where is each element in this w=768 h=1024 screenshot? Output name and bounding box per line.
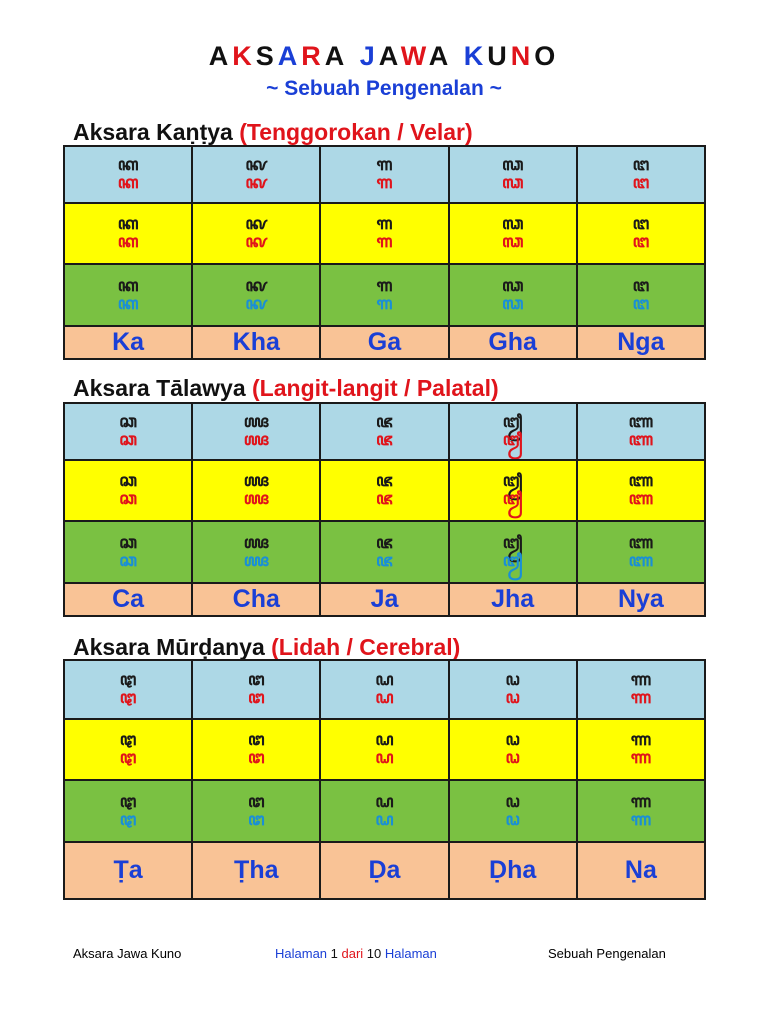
glyph-cell (64, 264, 192, 326)
glyph-cell (64, 203, 192, 264)
glyph-base: ꦝ (375, 791, 394, 812)
glyph-pasangan: ꦜ (247, 748, 265, 768)
glyph-pasangan: ꦝ (375, 688, 394, 708)
glyph-cell (64, 146, 192, 203)
glyph-cell (192, 403, 320, 460)
glyph-base: ꦑ (245, 214, 268, 234)
title-letter: A (277, 41, 302, 71)
glyph-pasangan: ꦚ (628, 489, 654, 509)
glyph-pasangan: ꦛ (119, 809, 137, 830)
syllable-label: Ṭha (192, 842, 320, 899)
glyph-pasangan: ꦙ (502, 489, 523, 509)
glyph-base: ꦝ (375, 670, 394, 690)
title-letter: R (301, 41, 325, 71)
aksara-glyph (65, 157, 191, 192)
title-letter: K (232, 41, 256, 71)
syllable-label: Nga (577, 326, 705, 359)
label-row (64, 326, 705, 359)
glyph-cell (449, 264, 577, 326)
glyph-row (64, 264, 705, 326)
aksara-glyph (193, 473, 319, 508)
glyph-cell (192, 521, 320, 583)
glyph-pasangan: ꦟ (630, 688, 652, 708)
glyph-base: ꦜ (247, 670, 265, 690)
aksara-glyph (321, 791, 447, 830)
glyph-pasangan: ꦜ (247, 688, 265, 708)
glyph-pasangan: ꦜ (247, 809, 265, 830)
glyph-cell (320, 264, 448, 326)
syllable-label: Gha (449, 326, 577, 359)
aksara-glyph (450, 414, 576, 449)
label-row (64, 842, 705, 899)
glyph-pasangan: ꦞ (505, 809, 520, 830)
section-title: Aksara Mūrḍanya (73, 634, 272, 660)
glyph-base: ꦒ (376, 214, 393, 234)
glyph-pasangan: ꦔ (632, 293, 650, 314)
footer-part: dari (341, 946, 367, 961)
glyph-base: ꦖ (243, 532, 269, 553)
glyph-pasangan: ꦕ (119, 430, 137, 450)
glyph-cell (192, 719, 320, 780)
title-letter: W (400, 41, 429, 71)
glyph-pasangan: ꦓ (501, 293, 524, 314)
glyph-cell (320, 719, 448, 780)
glyph-base: ꦗ (376, 471, 393, 491)
glyph-pasangan: ꦔ (632, 232, 650, 252)
title-letter (452, 41, 464, 71)
footer-page-number (275, 946, 437, 962)
glyph-cell (449, 719, 577, 780)
aksara-glyph (65, 414, 191, 449)
glyph-pasangan: ꦓ (501, 173, 524, 193)
table-murdanya (63, 659, 706, 900)
glyph-base: ꦟ (630, 670, 652, 690)
aksara-glyph (321, 216, 447, 251)
glyph-pasangan: ꦔ (632, 173, 650, 193)
syllable-label: Ja (320, 583, 448, 616)
glyph-base: ꦑ (245, 155, 268, 175)
glyph-base: ꦞ (505, 670, 520, 690)
aksara-glyph (578, 732, 704, 767)
glyph-cell (192, 146, 320, 203)
syllable-label: Ṇa (577, 842, 705, 899)
aksara-glyph (321, 732, 447, 767)
glyph-pasangan: ꦖ (243, 550, 269, 571)
aksara-glyph (578, 473, 704, 508)
glyph-cell (577, 660, 705, 719)
aksara-glyph (321, 672, 447, 707)
glyph-base: ꦗ (376, 532, 393, 553)
aksara-glyph (578, 791, 704, 830)
glyph-base: ꦔ (632, 155, 650, 175)
glyph-cell (449, 521, 577, 583)
aksara-glyph (193, 532, 319, 571)
glyph-base: ꦑ (245, 275, 268, 296)
glyph-base: ꦜ (247, 791, 265, 812)
glyph-row (64, 146, 705, 203)
aksara-glyph (321, 157, 447, 192)
glyph-row (64, 660, 705, 719)
title-letter: O (534, 41, 560, 71)
glyph-pasangan: ꦗ (376, 430, 393, 450)
glyph-base: ꦒ (376, 155, 393, 175)
syllable-label: Ṭa (64, 842, 192, 899)
glyph-pasangan: ꦟ (630, 809, 652, 830)
glyph-pasangan: ꦒ (376, 173, 393, 193)
glyph-row (64, 521, 705, 583)
section-subtitle: (Tenggorokan / Velar) (239, 119, 473, 145)
glyph-pasangan: ꦑ (245, 173, 268, 193)
table-talawya (63, 402, 706, 617)
aksara-glyph (193, 157, 319, 192)
glyph-cell (577, 521, 705, 583)
glyph-base: ꦗ (376, 412, 393, 432)
glyph-pasangan: ꦑ (245, 232, 268, 252)
aksara-glyph (193, 791, 319, 830)
glyph-row (64, 203, 705, 264)
glyph-cell (320, 660, 448, 719)
section-heading-talawya (73, 374, 499, 402)
aksara-glyph (450, 473, 576, 508)
glyph-base: ꦞ (505, 730, 520, 750)
glyph-cell (192, 264, 320, 326)
title-letter: J (359, 41, 379, 71)
aksara-glyph (193, 275, 319, 314)
glyph-pasangan: ꦟ (630, 748, 652, 768)
glyph-pasangan: ꦞ (505, 748, 520, 768)
glyph-base: ꦖ (243, 471, 269, 491)
footer-right: Sebuah Pengenalan (548, 946, 666, 961)
footer-part: Halaman (275, 946, 331, 961)
glyph-cell (64, 521, 192, 583)
glyph-cell (449, 780, 577, 842)
glyph-base: ꦛ (119, 670, 137, 690)
aksara-glyph (321, 275, 447, 314)
glyph-base: ꦟ (630, 730, 652, 750)
glyph-base: ꦕ (119, 471, 137, 491)
glyph-cell (192, 660, 320, 719)
footer-left: Aksara Jawa Kuno (73, 946, 182, 961)
glyph-base: ꦏ (117, 155, 139, 175)
glyph-pasangan: ꦑ (245, 293, 268, 314)
aksara-glyph (578, 414, 704, 449)
glyph-pasangan: ꦒ (376, 232, 393, 252)
title-letter: S (255, 41, 278, 71)
aksara-glyph (450, 216, 576, 251)
glyph-cell (577, 719, 705, 780)
glyph-row (64, 719, 705, 780)
title-letter: A (378, 41, 401, 71)
aksara-glyph (193, 414, 319, 449)
glyph-row (64, 403, 705, 460)
glyph-pasangan: ꦛ (119, 748, 137, 768)
aksara-glyph (65, 791, 191, 830)
glyph-cell (320, 780, 448, 842)
glyph-base: ꦓ (501, 155, 524, 175)
glyph-base: ꦙ (502, 532, 523, 553)
glyph-cell (320, 460, 448, 521)
glyph-pasangan: ꦓ (501, 232, 524, 252)
glyph-cell (577, 203, 705, 264)
glyph-cell (320, 403, 448, 460)
glyph-pasangan: ꦞ (505, 688, 520, 708)
glyph-cell (577, 264, 705, 326)
glyph-base: ꦔ (632, 214, 650, 234)
aksara-glyph (578, 216, 704, 251)
glyph-row (64, 780, 705, 842)
section-subtitle: (Langit-langit / Palatal) (252, 375, 499, 401)
glyph-cell (320, 203, 448, 264)
glyph-base: ꦔ (632, 275, 650, 296)
footer-part: 10 (366, 946, 385, 961)
glyph-base: ꦒ (376, 275, 393, 296)
glyph-pasangan: ꦚ (628, 550, 654, 571)
glyph-cell (449, 146, 577, 203)
aksara-glyph (65, 275, 191, 314)
aksara-glyph (450, 532, 576, 571)
aksara-glyph (578, 532, 704, 571)
glyph-cell (192, 203, 320, 264)
glyph-base: ꦜ (247, 730, 265, 750)
section-heading-murdanya (73, 633, 460, 661)
aksara-glyph (321, 473, 447, 508)
glyph-cell (192, 460, 320, 521)
aksara-glyph (65, 216, 191, 251)
page-title (0, 40, 768, 72)
glyph-pasangan: ꦙ (502, 430, 523, 450)
title-letter: A (324, 41, 349, 71)
glyph-base: ꦏ (117, 214, 139, 234)
glyph-pasangan: ꦖ (243, 430, 269, 450)
glyph-base: ꦕ (119, 532, 137, 553)
syllable-label: Jha (449, 583, 577, 616)
glyph-cell (320, 521, 448, 583)
title-letter: A (208, 41, 233, 71)
syllable-label: Ga (320, 326, 448, 359)
aksara-glyph (65, 532, 191, 571)
footer-part: 1 (330, 946, 342, 961)
syllable-label: Cha (192, 583, 320, 616)
label-row (64, 583, 705, 616)
title-letter (348, 41, 360, 71)
glyph-base: ꦕ (119, 412, 137, 432)
glyph-cell (192, 780, 320, 842)
aksara-glyph (65, 732, 191, 767)
glyph-pasangan: ꦕ (119, 550, 137, 571)
glyph-base: ꦚ (628, 532, 654, 553)
aksara-glyph (321, 414, 447, 449)
aksara-glyph (193, 672, 319, 707)
syllable-label: Nya (577, 583, 705, 616)
section-title: Aksara Kaṇṭya (73, 119, 240, 145)
glyph-cell (64, 780, 192, 842)
glyph-base: ꦙ (502, 471, 523, 491)
glyph-cell (577, 460, 705, 521)
title-letter: U (487, 41, 511, 71)
section-subtitle: (Lidah / Cerebral) (271, 634, 461, 660)
glyph-pasangan: ꦏ (117, 173, 139, 193)
glyph-pasangan: ꦖ (243, 489, 269, 509)
glyph-base: ꦛ (119, 730, 137, 750)
glyph-cell (577, 146, 705, 203)
footer-part: Halaman (384, 946, 437, 961)
aksara-glyph (321, 532, 447, 571)
glyph-row (64, 460, 705, 521)
aksara-glyph (450, 157, 576, 192)
glyph-pasangan: ꦝ (375, 748, 394, 768)
glyph-pasangan: ꦚ (628, 430, 654, 450)
section-title: Aksara Tālawya (73, 375, 253, 401)
page-subtitle: ~ Sebuah Pengenalan ~ (266, 77, 502, 100)
glyph-pasangan: ꦏ (117, 293, 139, 314)
glyph-pasangan: ꦏ (117, 232, 139, 252)
glyph-base: ꦖ (243, 412, 269, 432)
title-letter: N (510, 41, 535, 71)
glyph-pasangan: ꦙ (502, 550, 523, 571)
aksara-glyph (65, 473, 191, 508)
aksara-glyph (193, 216, 319, 251)
glyph-cell (449, 203, 577, 264)
glyph-pasangan: ꦒ (376, 293, 393, 314)
aksara-glyph (450, 672, 576, 707)
glyph-base: ꦙ (502, 412, 523, 432)
aksara-glyph (450, 791, 576, 830)
glyph-base: ꦛ (119, 791, 137, 812)
glyph-base: ꦞ (505, 791, 520, 812)
glyph-cell (449, 403, 577, 460)
aksara-glyph (578, 157, 704, 192)
section-heading-kantya (73, 118, 473, 146)
glyph-pasangan: ꦗ (376, 550, 393, 571)
aksara-glyph (65, 672, 191, 707)
syllable-label: Ca (64, 583, 192, 616)
glyph-pasangan: ꦝ (375, 809, 394, 830)
glyph-pasangan: ꦛ (119, 688, 137, 708)
glyph-base: ꦓ (501, 214, 524, 234)
aksara-glyph (450, 275, 576, 314)
glyph-cell (64, 403, 192, 460)
glyph-base: ꦏ (117, 275, 139, 296)
glyph-pasangan: ꦕ (119, 489, 137, 509)
syllable-label: Kha (192, 326, 320, 359)
glyph-base: ꦚ (628, 471, 654, 491)
aksara-glyph (450, 732, 576, 767)
glyph-cell (449, 660, 577, 719)
glyph-cell (64, 460, 192, 521)
glyph-base: ꦚ (628, 412, 654, 432)
glyph-cell (320, 146, 448, 203)
glyph-pasangan: ꦗ (376, 489, 393, 509)
aksara-glyph (578, 275, 704, 314)
glyph-base: ꦓ (501, 275, 524, 296)
glyph-cell (577, 403, 705, 460)
glyph-cell (449, 460, 577, 521)
title-letter: K (463, 41, 488, 71)
glyph-cell (64, 660, 192, 719)
table-kantya (63, 145, 706, 360)
aksara-glyph (193, 732, 319, 767)
title-letter: A (428, 41, 453, 71)
glyph-base: ꦟ (630, 791, 652, 812)
syllable-label: Ḍa (320, 842, 448, 899)
syllable-label: Ka (64, 326, 192, 359)
glyph-cell (577, 780, 705, 842)
glyph-cell (64, 719, 192, 780)
syllable-label: Ḍha (449, 842, 577, 899)
aksara-glyph (578, 672, 704, 707)
glyph-base: ꦝ (375, 730, 394, 750)
